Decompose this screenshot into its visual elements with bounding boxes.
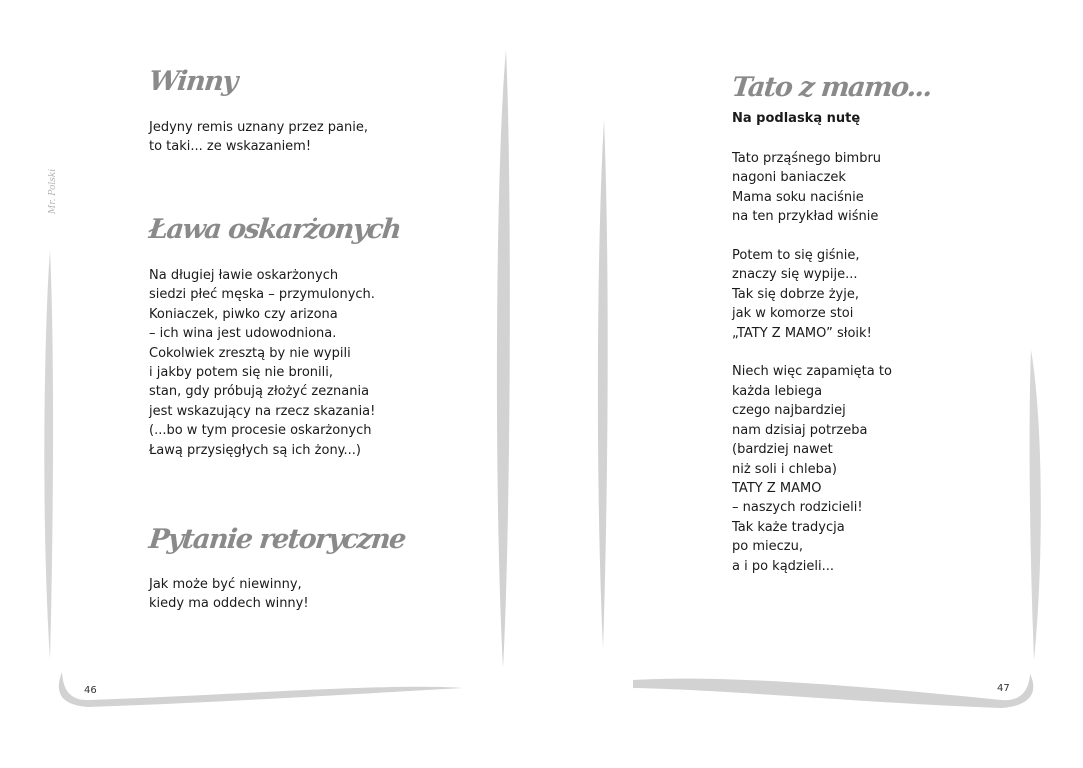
poem-body-lawa-oskarzonych <box>149 266 375 460</box>
poem-line: stan, gdy próbują złożyć zeznania <box>149 384 370 400</box>
poem-line: – naszych rodzicieli! <box>732 500 863 516</box>
poem-line: Mama soku naciśnie <box>732 189 864 205</box>
poem-line: – ich wina jest udowodniona. <box>149 326 337 342</box>
poem-line: Tato prząśnego bimbru <box>732 151 882 166</box>
poem-line: po mieczu, <box>732 539 803 555</box>
running-head: Mr. Polski <box>48 168 58 214</box>
page-number-left: 46 <box>84 685 97 696</box>
poem-subtitle: Na podlaską nutę <box>732 111 861 126</box>
poem-line: Koniaczek, piwko czy arizona <box>149 306 338 322</box>
poem-line: Jedyny remis uznany przez panie, <box>149 120 368 135</box>
poem-line: a i po kądzieli... <box>732 558 834 574</box>
poem-body-winny <box>149 118 368 157</box>
poem-body-tato-z-mamo <box>732 149 892 576</box>
poem-line: każda lebiega <box>732 383 823 399</box>
poem-line: Cokolwiek zresztą by nie wypili <box>149 345 351 361</box>
poem-line: (...bo w tym procesie oskarżonych <box>149 423 372 439</box>
poem-line: Tak się dobrze żyje, <box>732 286 859 302</box>
poem-line: siedzi płeć męska – przymulonych. <box>149 287 375 303</box>
left-page <box>0 0 541 768</box>
stanza-break <box>732 343 892 362</box>
poem-line: to taki... ze wskazaniem! <box>149 139 312 155</box>
poem-title-tato-z-mamo: Tato z mamo... <box>730 72 933 103</box>
poem-line: „TATY Z MAMO” słoik! <box>732 325 872 341</box>
poem-line: Jak może być niewinny, <box>149 577 302 592</box>
poem-line: czego najbardziej <box>732 403 846 419</box>
poem-line: (bardziej nawet <box>732 442 833 458</box>
poem-line: Na długiej ławie oskarżonych <box>149 268 339 283</box>
poem-title-pytanie-retoryczne: Pytanie retoryczne <box>147 524 407 555</box>
poem-line: Potem to się giśnie, <box>732 248 860 264</box>
poem-line: kiedy ma oddech winny! <box>149 596 309 612</box>
poem-line: Ławą przysięgłych są ich żony...) <box>149 442 361 458</box>
poem-line: nam dzisiaj potrzeba <box>732 422 868 438</box>
poem-line: i jakby potem się nie bronili, <box>149 365 333 381</box>
right-page <box>541 0 1083 768</box>
page-number-right: 47 <box>997 683 1010 694</box>
poem-line: znaczy się wypije... <box>732 267 858 283</box>
poem-line: na ten przykład wiśnie <box>732 209 879 225</box>
poem-body-pytanie-retoryczne <box>149 575 309 614</box>
poem-line: jak w komorze stoi <box>732 306 854 322</box>
poem-title-lawa-oskarzonych: Ława oskarżonych <box>147 214 402 245</box>
poem-line: niż soli i chleba) <box>732 461 837 477</box>
poem-line: TATY Z MAMO <box>732 480 822 496</box>
stanza-break <box>732 227 892 246</box>
poem-line: Tak każe tradycja <box>732 519 845 535</box>
poem-title-winny: Winny <box>147 66 239 97</box>
poem-line: nagoni baniaczek <box>732 170 846 186</box>
poem-line: jest wskazujący na rzecz skazania! <box>149 403 376 419</box>
poem-line: Niech więc zapamięta to <box>732 364 892 380</box>
